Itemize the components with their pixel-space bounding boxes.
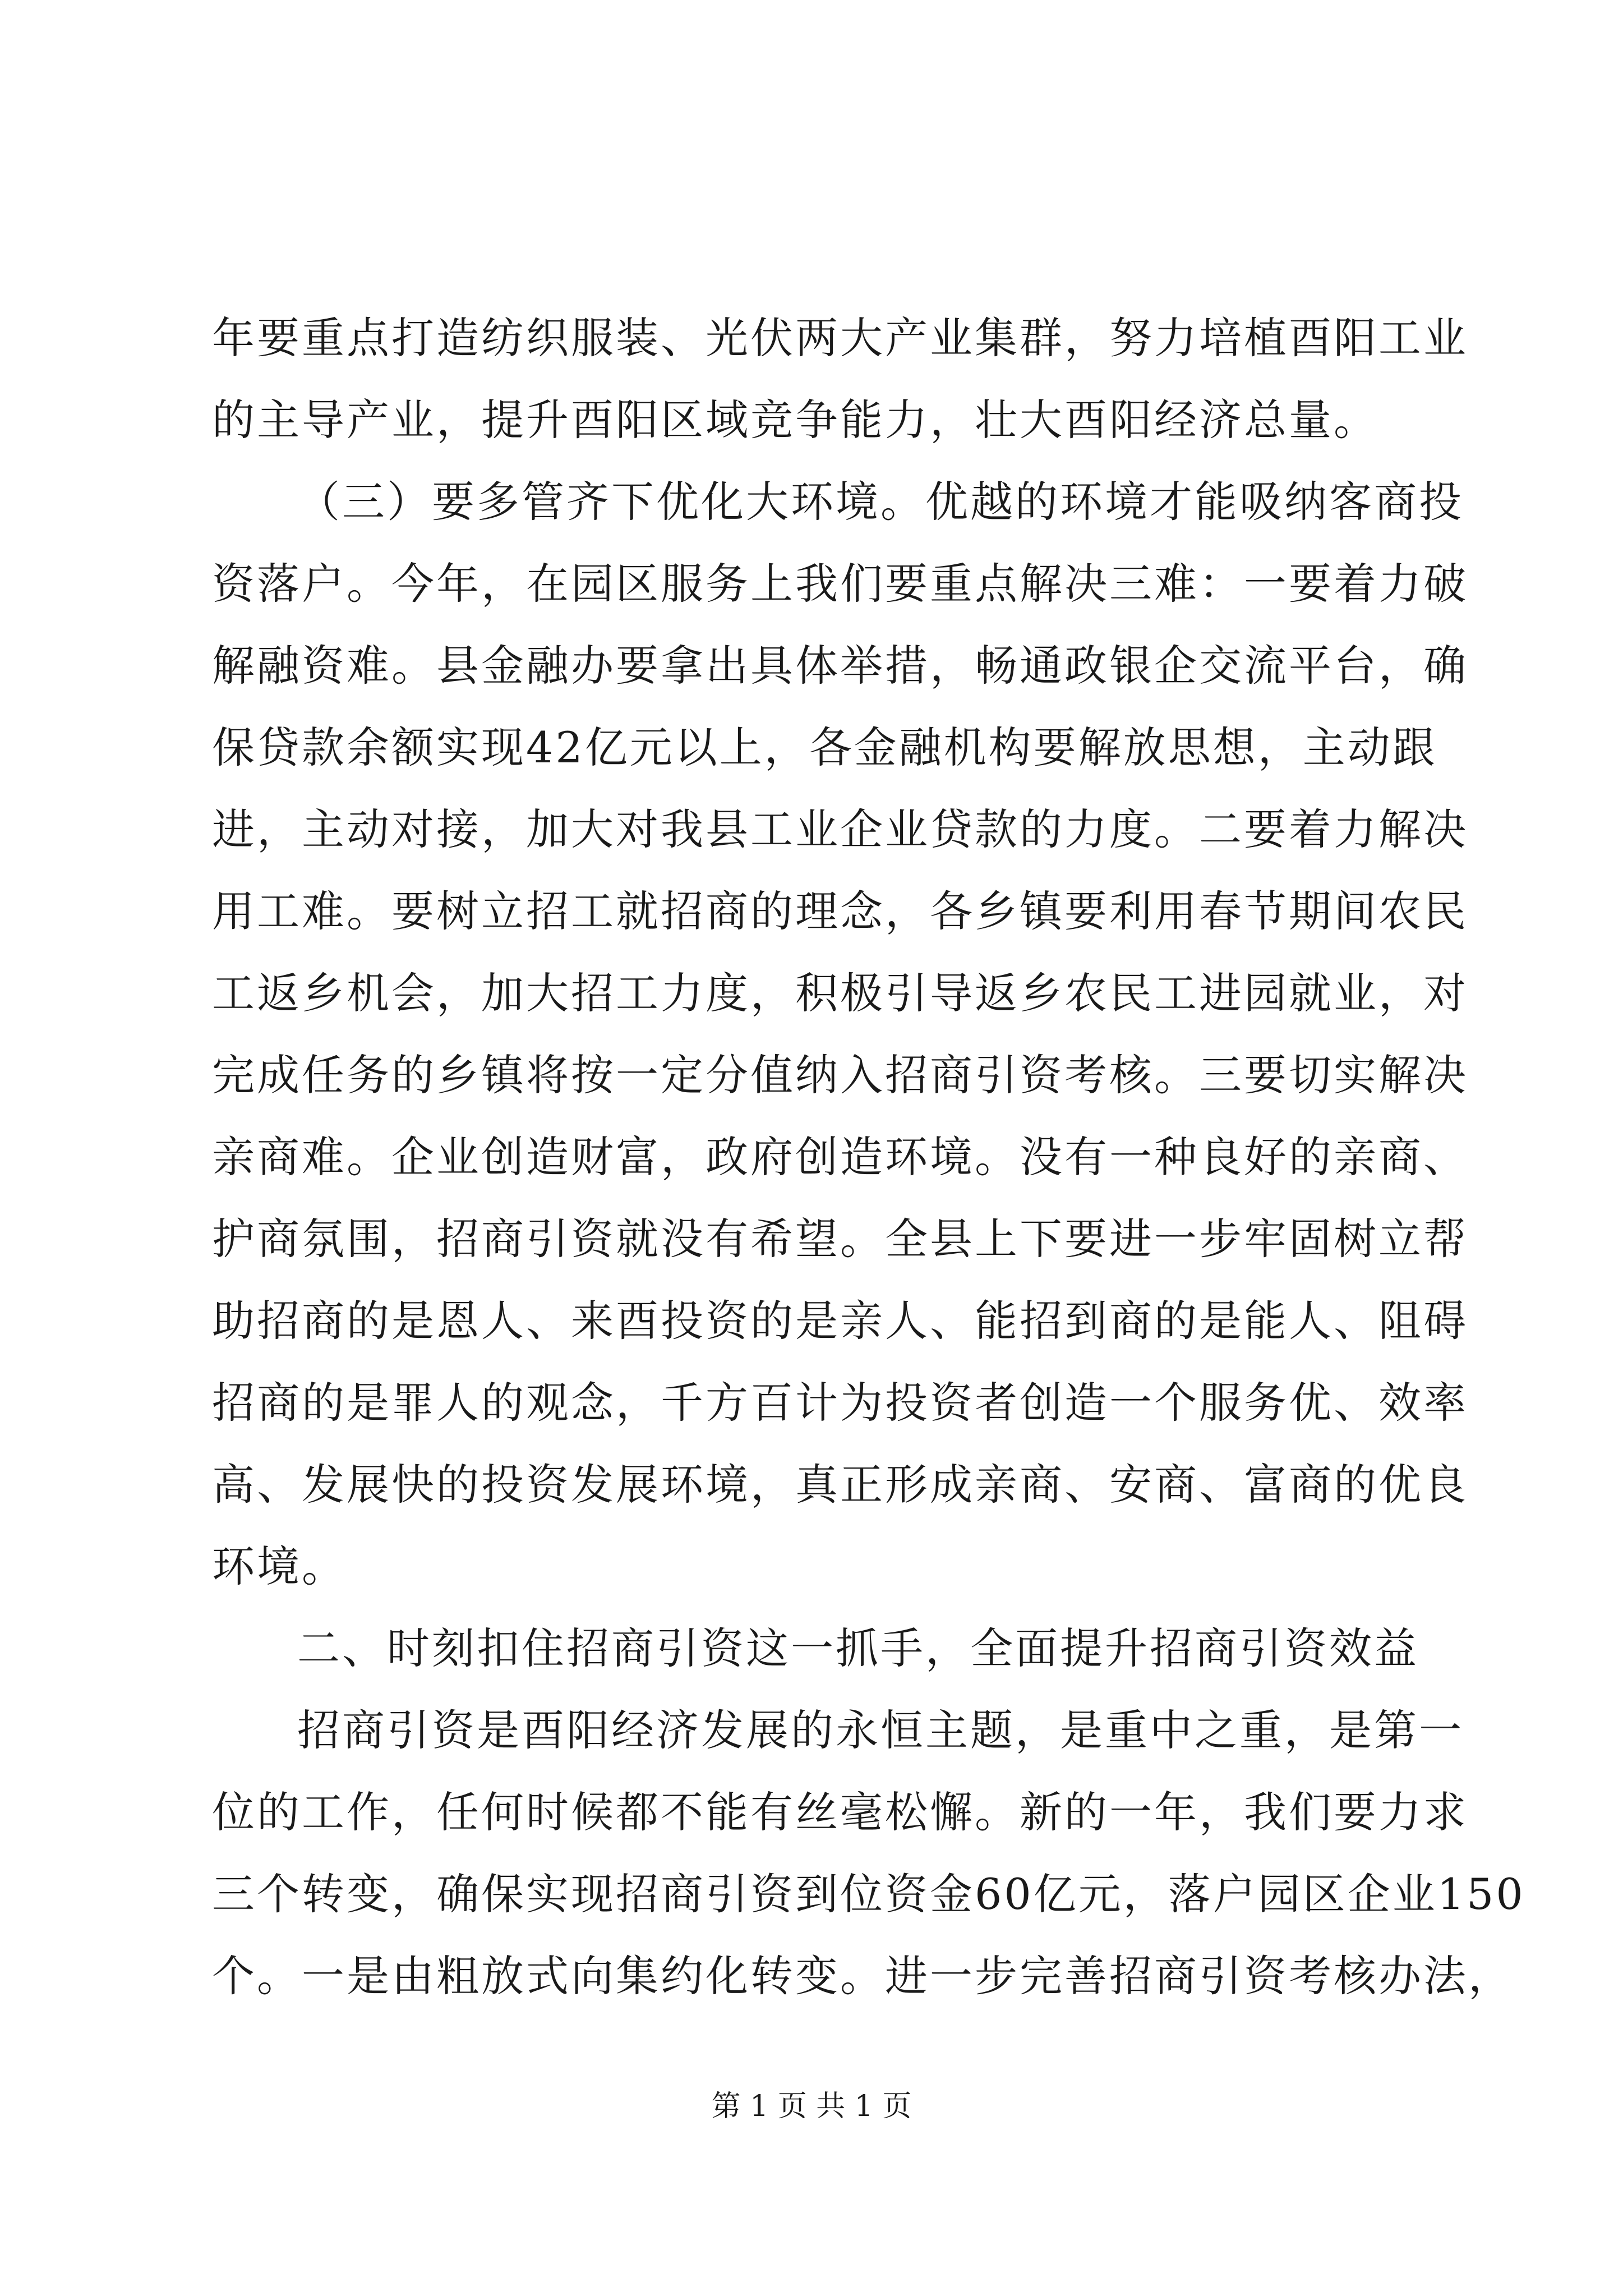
text-line: 招商的是罪人的观念，千方百计为投资者创造一个服务优、效率 <box>212 1378 1468 1428</box>
text-line: （三）要多管齐下优化大环境。优越的环境才能吸纳客商投 <box>297 477 1464 527</box>
text-line: 解融资难。县金融办要拿出具体举措，畅通政银企交流平台，确 <box>212 641 1468 691</box>
text-line: 三个转变，确保实现招商引资到位资金60亿元，落户园区企业150 <box>212 1869 1525 1919</box>
text-line: 护商氛围，招商引资就没有希望。全县上下要进一步牢固树立帮 <box>212 1214 1468 1264</box>
page-footer: 第 1 页 共 1 页 <box>711 2090 912 2123</box>
text-line: 保贷款余额实现42亿元以上，各金融机构要解放思想，主动跟 <box>212 723 1437 772</box>
text-line: 环境。 <box>212 1542 347 1591</box>
text-line: 位的工作，任何时候都不能有丝毫松懈。新的一年，我们要力求 <box>212 1787 1468 1837</box>
text-line: 完成任务的乡镇将按一定分值纳入招商引资考核。三要切实解决 <box>212 1050 1468 1100</box>
body-text <box>212 297 1525 2017</box>
text-line: 进，主动对接，加大对我县工业企业贷款的力度。二要着力解决 <box>212 804 1468 854</box>
text-line: 工返乡机会，加大招工力度，积极引导返乡农民工进园就业，对 <box>212 968 1468 1018</box>
text-line: 的主导产业，提升酉阳区域竞争能力，壮大酉阳经济总量。 <box>212 395 1378 445</box>
text-line: 用工难。要树立招工就招商的理念，各乡镇要利用春节期间农民 <box>212 886 1468 936</box>
text-line: 招商引资是酉阳经济发展的永恒主题，是重中之重，是第一 <box>297 1705 1464 1755</box>
text-line: 亲商难。企业创造财富，政府创造环境。没有一种良好的亲商、 <box>212 1132 1468 1182</box>
text-line: 年要重点打造纺织服装、光伏两大产业集群，努力培植酉阳工业 <box>212 313 1468 363</box>
section-heading: 二、时刻扣住招商引资这一抓手，全面提升招商引资效益 <box>297 1623 1419 1673</box>
text-line: 个。一是由粗放式向集约化转变。进一步完善招商引资考核办法， <box>212 1951 1513 2001</box>
text-line: 高、发展快的投资发展环境，真正形成亲商、安商、富商的优良 <box>212 1460 1468 1510</box>
text-line: 助招商的是恩人、来酉投资的是亲人、能招到商的是能人、阻碍 <box>212 1296 1468 1346</box>
text-line: 资落户。今年，在园区服务上我们要重点解决三难：一要着力破 <box>212 559 1468 609</box>
